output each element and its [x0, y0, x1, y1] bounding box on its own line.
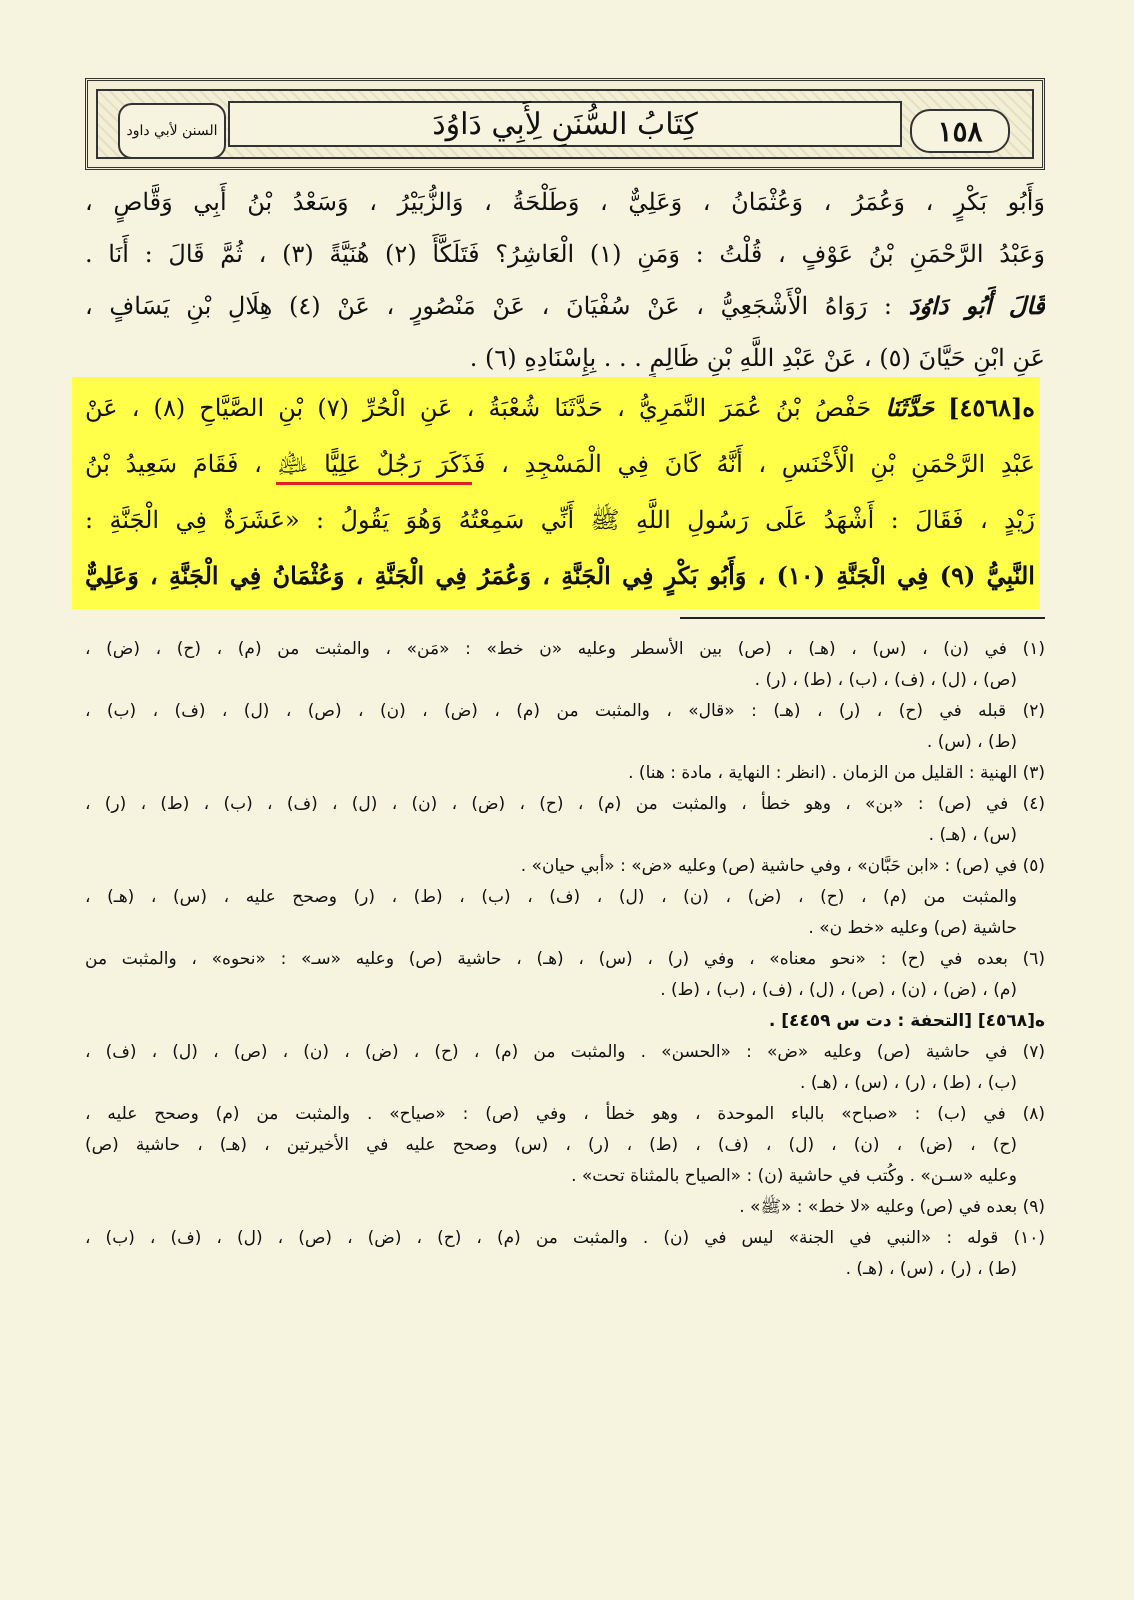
footnote-line: (٦) بعده في (ح) : «نحو معناه» ، وفي (ر) ، (س) ، (هـ) ، حاشية (ص) وعليه «سـ» : «نحوه» ، والمثبت من	[85, 949, 1045, 969]
hadith-line	[85, 380, 1035, 436]
red-underline	[276, 482, 472, 485]
footnote-line: (٥) في (ص) : «ابن حَبَّان» ، وفي حاشية (ص) وعليه «ض» : «أبي حيان» .	[520, 856, 1045, 876]
page-number: ١٥٨	[910, 109, 1010, 153]
text-line: عَنِ ابْنِ حَيَّانَ (٥) ، عَنْ عَبْدِ اللَّهِ بْنِ ظَالِمٍ . . . بِإِسْنَادِهِ (٦) .	[469, 344, 1045, 372]
footnote-line: (س) ، (هـ) .	[928, 825, 1017, 845]
footnote-line: (ص) ، (ل) ، (ف) ، (ب) ، (ط) ، (ر) .	[754, 670, 1017, 690]
page-title: كِتَابُ السُّنَنِ لِأَبِي دَاوُدَ	[432, 106, 698, 142]
text-fragment: : رَوَاهُ الْأَشْجَعِيُّ ، عَنْ سُفْيَانَ ، عَنْ مَنْصُورٍ ، عَنْ (٤) هِلَالِ بْنِ يَسَافٍ ،	[85, 292, 893, 320]
footnote-line: (٨) في (ب) : «صباح» بالباء الموحدة ، وهو خطأ ، وفي (ص) : «صياح» . والمثبت من (م) وصحح عليه ،	[85, 1104, 1045, 1124]
footnote-line: حاشية (ص) وعليه «خط ن» .	[808, 918, 1017, 938]
footnotes	[85, 634, 1045, 1285]
text-line: وَعَبْدُ الرَّحْمَنِ بْنُ عَوْفٍ ، قُلْتُ : وَمَنِ (١) الْعَاشِرُ؟ فَتَلَكَّأَ (٢) هُنَيَّةً (٣) ، ثُمَّ قَالَ : أَنَا .	[85, 240, 1045, 268]
footnote-line: وعليه «سـن» . وكُتب في حاشية (ن) : «الصياح بالمثناة تحت» .	[571, 1166, 1017, 1186]
page-header	[85, 78, 1045, 170]
hadith-line: النَّبِيُّ (٩) فِي الْجَنَّةِ (١٠) ، وَأَبُو بَكْرٍ فِي الْجَنَّةِ ، وَعُمَرُ فِي الْجَنَّةِ ، وَعُثْمَانُ فِي الْجَنَّةِ ، وَعَلِيٌّ	[85, 561, 1035, 590]
author-name: قَالَ أَبُو دَاوُدَ	[908, 291, 1045, 320]
text-line: وَأَبُو بَكْرٍ ، وَعُمَرُ ، وَعُثْمَانُ ، وَعَلِيٌّ ، وَطَلْحَةُ ، وَالزُّبَيْرُ ، وَسَعْدُ بْنُ أَبِي وَقَّاصٍ ،	[85, 188, 1045, 216]
hadith-number: ە[٤٥٦٨]	[948, 393, 1035, 422]
footnote-line: (٤) في (ص) : «بن» ، وهو خطأ ، والمثبت من (م) ، (ح) ، (ض) ، (ن) ، (ل) ، (ف) ، (ب) ، (ط) ، (ر) ،	[85, 794, 1045, 814]
footnote-line: (م) ، (ض) ، (ن) ، (ص) ، (ل) ، (ف) ، (ب) ، (ط) .	[660, 980, 1017, 1000]
hadith-block	[85, 380, 1035, 604]
footnote-line: (١٠) قوله : «النبي في الجنة» ليس في (ن) . والمثبت من (م) ، (ح) ، (ض) ، (ص) ، (ل) ، (ف) ، (ب) ،	[85, 1228, 1045, 1248]
footnote-line: (ط) ، (ر) ، (س) ، (هـ) .	[845, 1259, 1017, 1279]
footnote-line: (١) في (ن) ، (س) ، (هـ) ، (ص) بين الأسطر وعليه «ن خط» : «مَن» ، والمثبت من (م) ، (ح) ، (ض) ،	[85, 639, 1045, 659]
hadith-line: زَيْدٍ ، فَقَالَ : أَشْهَدُ عَلَى رَسُولِ اللَّهِ ﷺ أَنِّي سَمِعْتُهُ وَهُوَ يَقُولُ : «عَشَرَةٌ فِي الْجَنَّةِ :	[85, 506, 1035, 534]
footnote-line: (ط) ، (س) .	[926, 732, 1017, 752]
footnote-line: (ح) ، (ض) ، (ن) ، (ل) ، (ف) ، (ط) ، (ر) ، (س) وصحح عليه في الأخيرتين ، (هـ) ، حاشية (ص)	[85, 1135, 1017, 1155]
text-line	[85, 280, 1045, 332]
footnote-line: (ب) ، (ط) ، (ر) ، (س) ، (هـ) .	[800, 1073, 1017, 1093]
footnote-line: (٩) بعده في (ص) وعليه «لا خط» : «ﷺ» .	[739, 1197, 1045, 1217]
footnote-line: (٢) قبله في (ح) ، (ر) ، (هـ) : «قال» ، والمثبت من (م) ، (ض) ، (ن) ، (ص) ، (ل) ، (ف) ، (ب) ،	[85, 701, 1045, 721]
haddathana: حَدَّثَنَا	[885, 393, 935, 422]
header-ornament	[96, 89, 1034, 159]
book-seal-logo: السنن لأبي داود	[118, 103, 226, 159]
footnote-line: (٧) في حاشية (ص) وعليه «ض» : «الحسن» . والمثبت من (م) ، (ح) ، (ض) ، (ن) ، (ص) ، (ل) ، (ف) ،	[85, 1042, 1045, 1062]
text-fragment: حَفْصُ بْنُ عُمَرَ النَّمَرِيُّ ، حَدَّثَنَا شُعْبَةُ ، عَنِ الْحُرِّ (٧) بْنِ الصَّيَّاحِ (٨) ، عَنْ	[85, 394, 872, 422]
title-band	[228, 101, 902, 147]
main-text	[85, 176, 1045, 384]
footnote-line: والمثبت من (م) ، (ح) ، (ض) ، (ن) ، (ل) ، (ف) ، (ب) ، (ط) ، (ر) وصحح عليه ، (س) ، (هـ) ،	[85, 887, 1017, 907]
footnote-line: (٣) الهنية : القليل من الزمان . (انظر : النهاية ، مادة : هنا) .	[628, 763, 1045, 783]
footnote-separator	[680, 617, 1045, 619]
footnote-line: ە[٤٥٦٨] [التحفة : دت س ٤٤٥٩] .	[768, 1011, 1045, 1031]
hadith-line: عَبْدِ الرَّحْمَنِ بْنِ الْأَخْنَسِ ، أَنَّهُ كَانَ فِي الْمَسْجِدِ ، فَذَكَرَ رَجُلٌ عَلِيًّا ﵇ ، فَقَامَ سَعِيدُ بْنُ	[85, 450, 1035, 478]
